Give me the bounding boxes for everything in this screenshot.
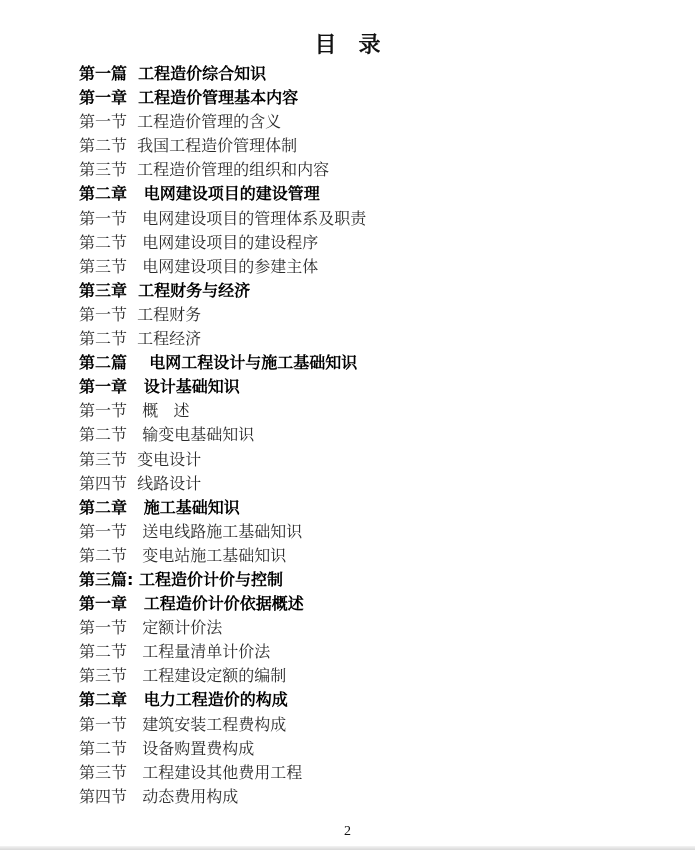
toc-chapter-heading: 第二章 施工基础知识 xyxy=(79,497,240,517)
toc-section-entry: 第一节 送电线路施工基础知识 xyxy=(79,521,303,541)
toc-section-entry: 第二节 电网建设项目的建设程序 xyxy=(79,232,319,252)
page-edge xyxy=(0,846,695,850)
toc-chapter-heading: 第一章 工程造价计价依据概述 xyxy=(79,594,304,614)
toc-section-entry: 第三节 电网建设项目的参建主体 xyxy=(79,256,319,276)
toc-section-entry: 第二节 我国工程造价管理体制 xyxy=(79,136,298,156)
toc-section-entry: 第一节 电网建设项目的管理体系及职责 xyxy=(79,208,367,228)
toc-chapter-heading: 第一章 设计基础知识 xyxy=(79,377,240,397)
toc-section-entry: 第二节 输变电基础知识 xyxy=(79,425,255,445)
toc-chapter-heading: 第二章 电网建设项目的建设管理 xyxy=(79,184,320,204)
toc-section-entry: 第一节 概 述 xyxy=(79,401,190,421)
toc-part-heading: 第三篇: 工程造价计价与控制 xyxy=(79,569,283,589)
toc-title: 目 录 xyxy=(314,33,381,58)
toc-chapter-heading: 第二章 电力工程造价的构成 xyxy=(79,690,288,710)
toc-section-entry: 第二节 工程量清单计价法 xyxy=(79,642,271,662)
toc-section-entry: 第一节 定额计价法 xyxy=(79,618,223,638)
toc-part-heading: 第一篇 工程造价综合知识 xyxy=(79,64,267,83)
toc-section-entry: 第一节 建筑安装工程费构成 xyxy=(79,714,287,734)
page-number: 2 xyxy=(344,824,351,839)
toc-section-entry: 第四节 动态费用构成 xyxy=(79,786,239,806)
toc-section-entry: 第三节 工程造价管理的组织和内容 xyxy=(79,160,330,180)
toc-section-entry: 第二节 设备购置费构成 xyxy=(79,738,255,758)
toc-part-heading: 第二篇 电网工程设计与施工基础知识 xyxy=(79,353,358,373)
toc-section-entry: 第三节 工程建设定额的编制 xyxy=(79,666,287,686)
toc-chapter-heading: 第三章 工程财务与经济 xyxy=(79,280,251,300)
toc-chapter-heading: 第一章 工程造价管理基本内容 xyxy=(79,88,299,108)
toc-section-entry: 第一节 工程造价管理的含义 xyxy=(79,112,282,132)
toc-section-entry: 第一节 工程财务 xyxy=(79,304,202,324)
toc-section-entry: 第二节 工程经济 xyxy=(79,329,202,349)
table-of-contents xyxy=(79,62,675,809)
toc-section-entry: 第三节 工程建设其他费用工程 xyxy=(79,762,303,782)
toc-section-entry: 第四节 线路设计 xyxy=(79,473,202,493)
toc-section-entry: 第二节 变电站施工基础知识 xyxy=(79,545,287,565)
toc-section-entry: 第三节 变电设计 xyxy=(79,449,202,469)
